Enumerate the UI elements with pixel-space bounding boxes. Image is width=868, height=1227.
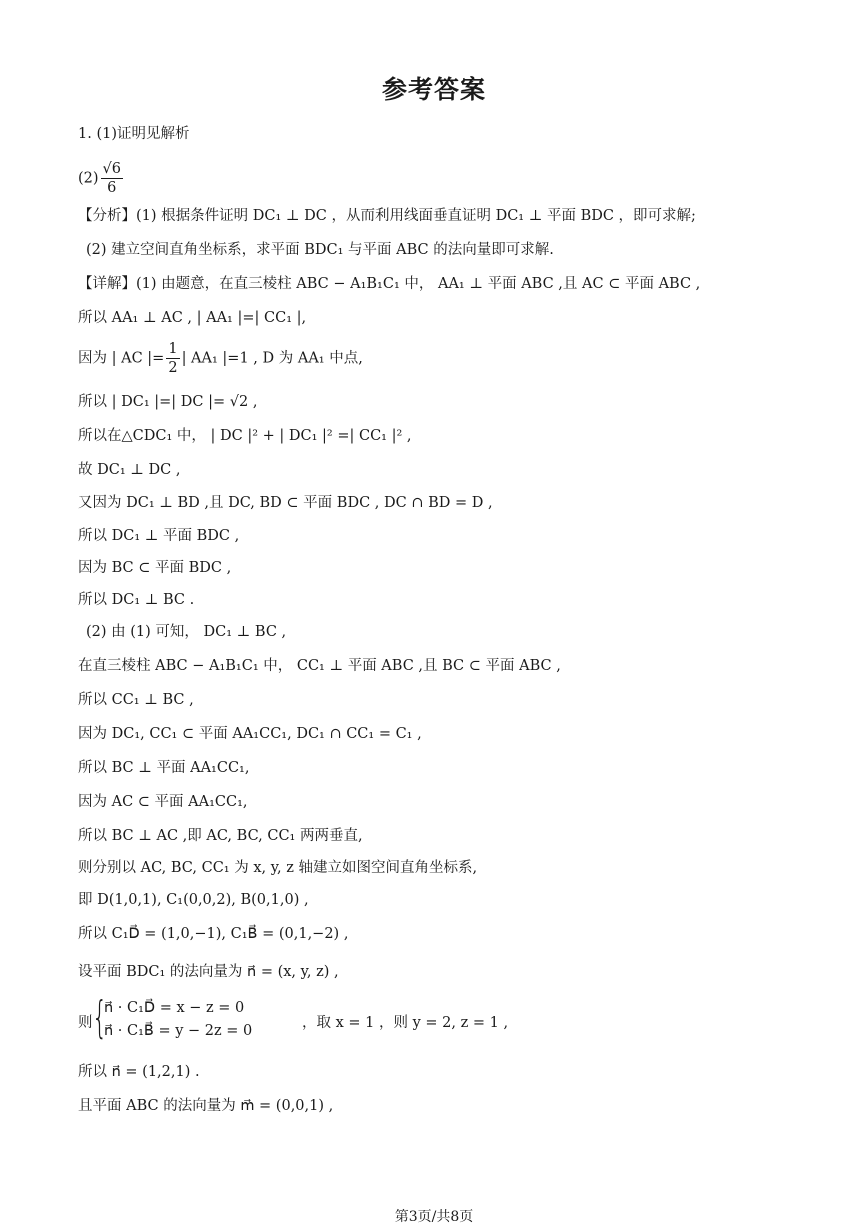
answer-line: 1. (1)证明见解析 [78,126,190,142]
solution-line: 所以在△CDC₁ 中， | DC |² + | DC₁ |² =| CC₁ |² , [78,428,412,444]
solution-line: 在直三棱柱 ABC − A₁B₁C₁ 中， CC₁ ⊥ 平面 ABC ,且 BC ⊂ 平面 ABC , [78,658,561,674]
solution-line: 即 D(1,0,1), C₁(0,0,2), B(0,1,0) , [78,892,309,908]
solution-line: 所以 DC₁ ⊥ 平面 BDC , [78,528,240,544]
system-row-2: n⃗ · C₁B⃗ = y − 2z = 0 [104,1023,253,1039]
fraction-denominator: 2 [168,360,178,376]
solution-line: 所以 n⃗ = (1,2,1) . [78,1064,200,1080]
solution-line: 所以 DC₁ ⊥ BC . [78,592,195,608]
fraction-numerator: 1 [168,341,178,357]
line-prefix: 因为 | AC |= [78,350,165,367]
answer-fraction-line [78,160,125,197]
solution-line: 故 DC₁ ⊥ DC , [78,462,181,478]
solution-line: 且平面 ABC 的法向量为 m⃗ = (0,0,1) , [78,1098,334,1114]
solution-line: 所以 C₁D⃗ = (1,0,−1), C₁B⃗ = (0,1,−2) , [78,926,349,942]
solution-line: 所以 CC₁ ⊥ BC , [78,692,194,708]
analysis-line: (2) 建立空间直角坐标系，求平面 BDC₁ 与平面 ABC 的法向量即可求解. [86,242,554,258]
solution-line: 所以 BC ⊥ 平面 AA₁CC₁, [78,760,250,776]
fraction-denominator: 6 [107,180,117,196]
system-row-1: n⃗ · C₁D⃗ = x − z = 0 [104,1000,245,1016]
solution-line: (2) 由 (1) 可知， DC₁ ⊥ BC , [86,624,287,640]
answer-prefix: (2) [78,170,99,187]
solution-line: 因为 AC ⊂ 平面 AA₁CC₁, [78,794,248,810]
solution-line: 所以 AA₁ ⊥ AC , | AA₁ |=| CC₁ |, [78,310,307,326]
half-fraction [166,340,179,377]
solution-line: 所以 BC ⊥ AC ,即 AC, BC, CC₁ 两两垂直, [78,828,363,844]
solution-line: 因为 DC₁, CC₁ ⊂ 平面 AA₁CC₁, DC₁ ∩ CC₁ = C₁ , [78,726,422,742]
page-footer: 第3页/共8页 [394,1209,474,1225]
solution-line: 设平面 BDC₁ 的法向量为 n⃗ = (x, y, z) , [78,964,339,980]
answer-fraction [101,160,123,197]
line-suffix: | AA₁ |=1 , D 为 AA₁ 中点, [181,350,363,367]
system-label: 则 [78,1015,93,1031]
solution-fraction-line [78,340,363,377]
page-title: 参考答案 [381,75,486,104]
solution-line: 【详解】(1) 由题意，在直三棱柱 ABC − A₁B₁C₁ 中， AA₁ ⊥ 平面 ABC ,且 AC ⊂ 平面 ABC , [78,276,701,292]
fraction-numerator: √6 [102,161,122,177]
solution-line: 又因为 DC₁ ⊥ BD ,且 DC, BD ⊂ 平面 BDC , DC ∩ BD = D , [78,495,493,511]
left-brace-icon: { [92,992,108,1043]
solution-line: 因为 BC ⊂ 平面 BDC , [78,560,232,576]
system-tail: ，取 x = 1 ，则 y = 2, z = 1 , [302,1015,509,1031]
analysis-line: 【分析】(1) 根据条件证明 DC₁ ⊥ DC ，从而利用线面垂直证明 DC₁ ⊥ 平面 BDC ，即可求解; [78,208,696,224]
solution-line: 则分别以 AC, BC, CC₁ 为 x, y, z 轴建立如图空间直角坐标系, [78,860,478,876]
solution-line: 所以 | DC₁ |=| DC |= √2 , [78,394,258,410]
